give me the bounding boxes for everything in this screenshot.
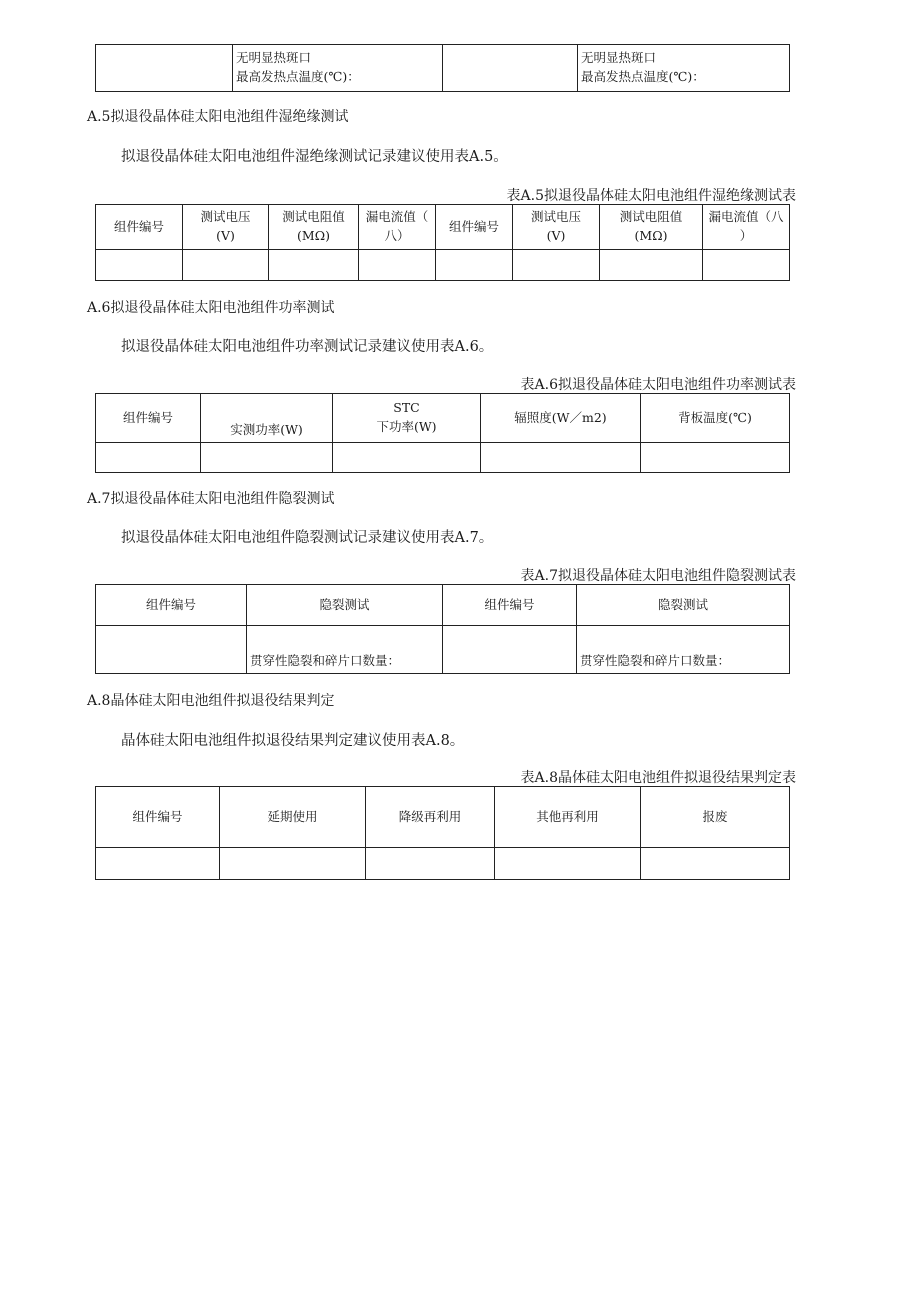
no-hotspot-label: 无明显热斑口 [236,50,312,66]
decommission-result-table [95,786,790,880]
table-cell [96,626,247,674]
header-stc-power-label: 下功率(W) [376,419,437,434]
table-cell [443,45,578,92]
header-test-voltage-unit: (V) [216,228,235,243]
table-cell [359,250,436,281]
table-cell [366,848,495,880]
crack-count-label: 贯穿性隐裂和碎片口数量： [247,626,443,674]
table-caption-a7: 表A.7拟退役晶体硅太阳电池组件隐裂测试表 [520,568,796,584]
table-cell [513,250,600,281]
table-caption-a5: 表A.5拟退役晶体硅太阳电池组件湿绝缘测试表 [506,188,796,204]
table-cell [578,45,790,92]
header-leakage-current-label: 漏电流值（ [365,209,429,225]
header-test-voltage [183,205,269,250]
header-test-resistance-unit: (MΩ) [634,228,668,243]
section-paragraph-a6: 拟退役晶体硅太阳电池组件功率测试记录建议使用表A.6。 [121,339,494,355]
header-irradiance: 辐照度(W／m2) [481,394,641,443]
header-crack-test: 隐裂测试 [577,585,790,626]
header-module-no: 组件编号 [96,787,220,848]
table-cell [220,848,366,880]
section-paragraph-a8: 晶体硅太阳电池组件拟退役结果判定建议使用表A.8。 [121,733,465,749]
header-module-no: 组件编号 [436,205,513,250]
header-scrap: 报废 [641,787,790,848]
table-cell [443,626,577,674]
table-cell [481,443,641,473]
table-cell [600,250,703,281]
table-cell [96,443,201,473]
header-other-reuse: 其他再利用 [495,787,641,848]
table-cell [495,848,641,880]
header-leakage-current-unit: 八） [384,228,410,243]
table-cell [201,443,333,473]
header-leakage-current [359,205,436,250]
section-heading-a6: A.6拟退役晶体硅太阳电池组件功率测试 [87,300,335,316]
table-cell [641,848,790,880]
header-test-voltage-label: 测试电压 [530,209,581,225]
header-test-voltage [513,205,600,250]
header-downgrade-reuse: 降级再利用 [366,787,495,848]
header-module-no: 组件编号 [96,205,183,250]
header-test-resistance-label: 测试电阻值 [619,209,683,225]
max-temp-label: 最高发热点温度(℃)： [236,69,360,84]
max-temp-label: 最高发热点温度(℃)： [581,69,705,84]
table-cell [96,45,233,92]
table-cell [703,250,790,281]
header-crack-test: 隐裂测试 [247,585,443,626]
table-cell [233,45,443,92]
table-cell [333,443,481,473]
no-hotspot-label: 无明显热斑口 [581,50,657,66]
table-caption-a6: 表A.6拟退役晶体硅太阳电池组件功率测试表 [520,377,796,393]
table-cell [96,848,220,880]
header-module-no: 组件编号 [443,585,577,626]
header-leakage-current-label: 漏电流值（八 [708,209,784,225]
hotspot-table-continued [95,44,790,92]
header-stc-label: STC [393,400,420,416]
header-test-voltage-label: 测试电压 [200,209,251,225]
header-extend-use: 延期使用 [220,787,366,848]
section-heading-a8: A.8晶体硅太阳电池组件拟退役结果判定 [87,693,335,709]
header-leakage-current-unit: ） [739,228,753,243]
header-test-resistance-label: 测试电阻值 [282,209,345,225]
section-heading-a7: A.7拟退役晶体硅太阳电池组件隐裂测试 [87,491,335,507]
section-heading-a5: A.5拟退役晶体硅太阳电池组件湿绝缘测试 [87,109,349,125]
table-cell [641,443,790,473]
header-measured-power: 实测功率(W) [201,394,333,443]
crack-count-label: 贯穿性隐裂和碎片口数量： [577,626,790,674]
table-caption-a8: 表A.8晶体硅太阳电池组件拟退役结果判定表 [520,770,796,786]
header-test-resistance-unit: (MΩ) [297,228,330,243]
section-paragraph-a7: 拟退役晶体硅太阳电池组件隐裂测试记录建议使用表A.7。 [121,530,494,546]
header-stc-power [333,394,481,443]
header-test-voltage-unit: (V) [546,228,566,243]
power-test-table [95,393,790,473]
table-cell [436,250,513,281]
section-paragraph-a5: 拟退役晶体硅太阳电池组件湿绝缘测试记录建议使用表A.5。 [121,149,508,165]
header-test-resistance [600,205,703,250]
header-leakage-current [703,205,790,250]
header-test-resistance [269,205,359,250]
table-cell [269,250,359,281]
table-cell [183,250,269,281]
table-cell [96,250,183,281]
header-module-no: 组件编号 [96,394,201,443]
header-module-no: 组件编号 [96,585,247,626]
insulation-test-table [95,204,790,281]
crack-test-table [95,584,790,674]
header-backplate-temp: 背板温度(℃) [641,394,790,443]
